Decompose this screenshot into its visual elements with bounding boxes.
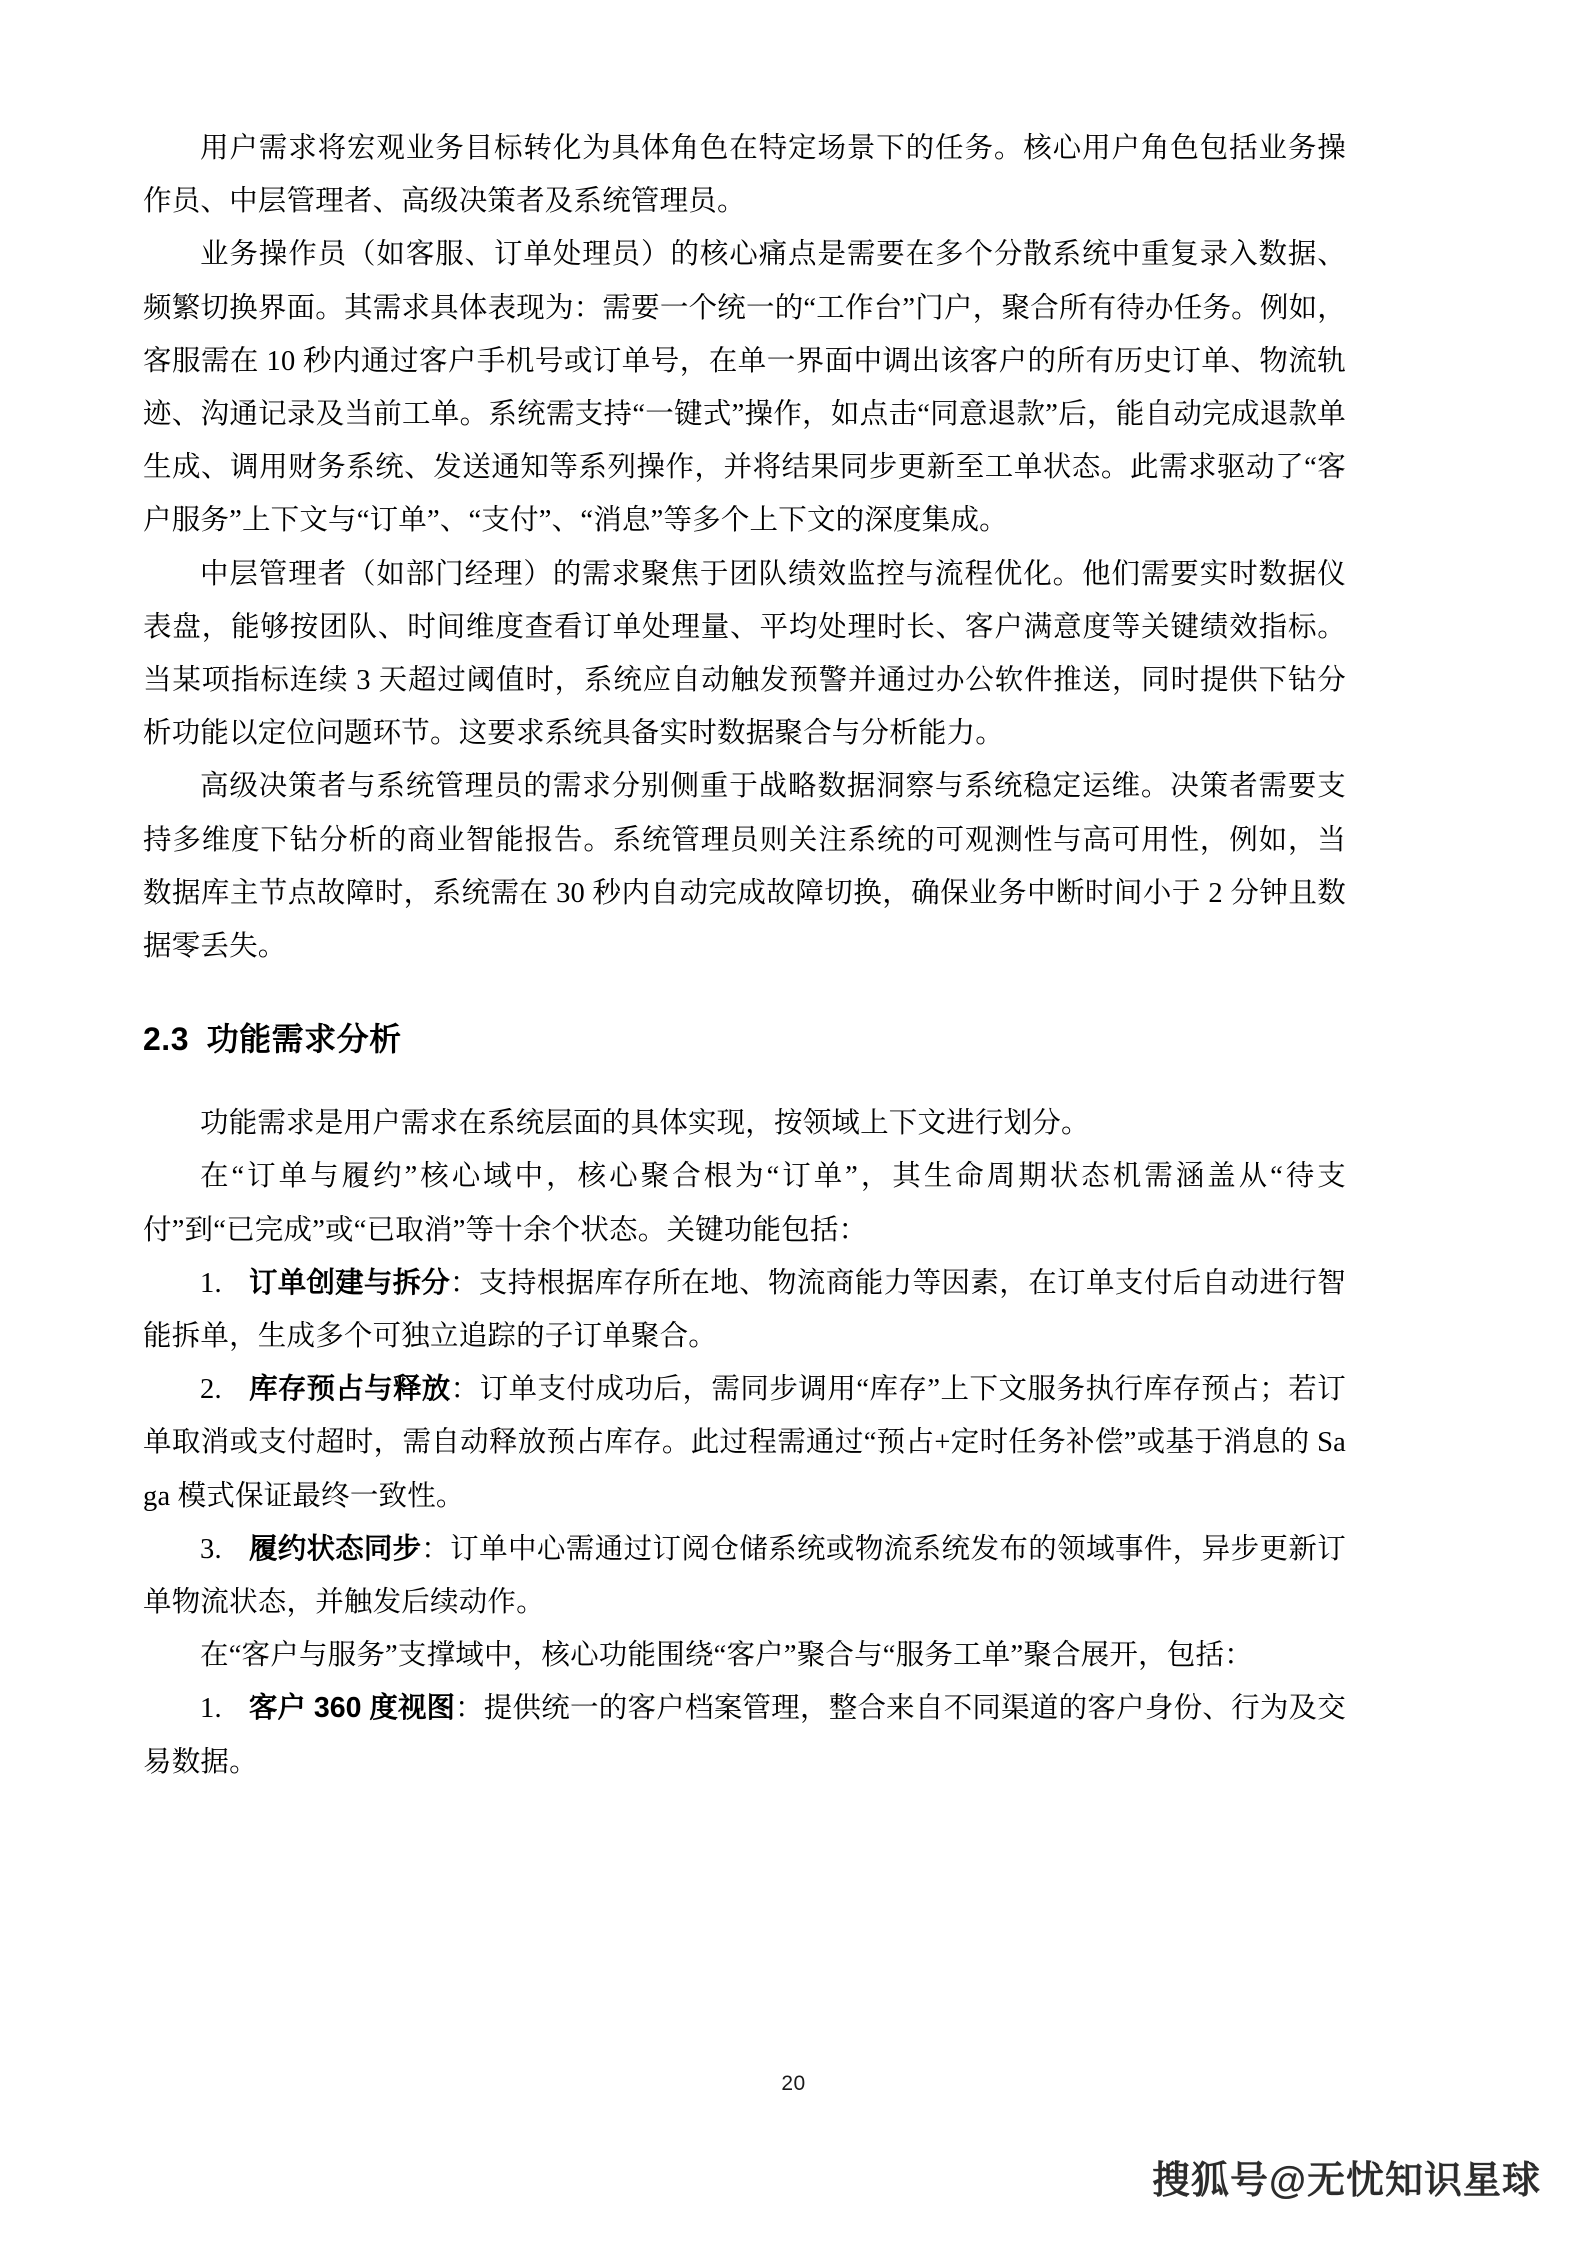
page-content — [143, 122, 1346, 1789]
list-item-order-creation-split — [143, 1257, 1346, 1363]
paragraph-executive-admin-needs: 高级决策者与系统管理员的需求分别侧重于战略数据洞察与系统稳定运维。决策者需要支持多维度下钻分析的商业智能报告。系统管理员则关注系统的可观测性与高可用性，例如，当数据库主节点故障时，系统需在 30 秒内自动完成故障切换，确保业务中断时间小于 2 分钟且数据零丢失。 — [143, 771, 1346, 963]
list-item-text: ：提供统一的客户档案管理，整合来自不同渠道的客户身份、行为及交易数据。 — [143, 1693, 1346, 1778]
list-item-inventory-reserve-release — [143, 1363, 1346, 1523]
watermark: 搜狐号@无忧知识星球 — [1151, 2160, 1541, 2202]
list-item-customer-360-view — [143, 1682, 1346, 1788]
list-item-term: 库存预占与释放 — [248, 1373, 451, 1406]
paragraph-customer-service-domain: 在“客户与服务”支撑域中，核心功能围绕“客户”聚合与“服务工单”聚合展开，包括： — [200, 1640, 1253, 1672]
list-item-number: 2. — [200, 1374, 222, 1406]
list-item-text: ：订单支付成功后，需同步调用“库存”上下文服务执行库存预占；若订单取消或支付超时，需自动释放预占库存。此过程需通过“预占+定时任务补偿”或基于消息的 Saga 模式保证最终一致性。 — [143, 1374, 1346, 1512]
list-item-fulfillment-status-sync — [143, 1523, 1346, 1629]
paragraph-functional-requirements-intro: 功能需求是用户需求在系统层面的具体实现，按领域上下文进行划分。 — [200, 1108, 1090, 1140]
paragraph-user-requirements-roles: 用户需求将宏观业务目标转化为具体角色在特定场景下的任务。核心用户角色包括业务操作员、中层管理者、高级决策者及系统管理员。 — [143, 133, 1346, 218]
page-number: 20 — [781, 2072, 806, 2095]
paragraph-order-fulfillment-domain: 在“订单与履约”核心域中，核心聚合根为“订单”，其生命周期状态机需涵盖从“待支付”到“已完成”或“已取消”等十余个状态。关键功能包括： — [143, 1161, 1346, 1246]
list-item-number: 1. — [200, 1267, 222, 1299]
list-item-term: 履约状态同步 — [248, 1532, 422, 1565]
list-item-number: 1. — [200, 1693, 222, 1725]
heading-spacer-bottom — [143, 1059, 1346, 1097]
list-item-number: 3. — [200, 1533, 222, 1565]
section-heading-2-3 — [143, 1019, 1346, 1059]
paragraph-middle-manager-needs: 中层管理者（如部门经理）的需求聚焦于团队绩效监控与流程优化。他们需要实时数据仪表盘，能够按团队、时间维度查看订单处理量、平均处理时长、客户满意度等关键绩效指标。当某项指标连续 3 天超过阈值时，系统应自动触发预警并通过办公软件推送，同时提供下钻分析功能以定位问题环节。这要求系统具备实时数据聚合与分析能力。 — [143, 558, 1346, 750]
paragraph-business-operator-needs: 业务操作员（如客服、订单处理员）的核心痛点是需要在多个分散系统中重复录入数据、频繁切换界面。其需求具体表现为：需要一个统一的“工作台”门户，聚合所有待办任务。例如，客服需在 10 秒内通过客户手机号或订单号，在单一界面中调出该客户的所有历史订单、物流轨迹、沟通记录及当前工单。系统需支持“一键式”操作，如点击“同意退款”后，能自动完成退款单生成、调用财务系统、发送通知等系列操作，并将结果同步更新至工单状态。此需求驱动了“客户服务”上下文与“订单”、“支付”、“消息”等多个上下文的深度集成。 — [143, 239, 1346, 537]
heading-spacer-top — [143, 973, 1346, 1019]
section-heading-number: 2.3 — [143, 1021, 189, 1058]
list-item-text: ：支持根据库存所在地、物流商能力等因素，在订单支付后自动进行智能拆单，生成多个可独立追踪的子订单聚合。 — [143, 1267, 1346, 1353]
list-item-text: ：订单中心需通过订阅仓储系统或物流系统发布的领域事件，异步更新订单物流状态，并触发后续动作。 — [143, 1533, 1346, 1619]
list-item-term: 订单创建与拆分 — [248, 1266, 451, 1299]
list-item-term: 客户 360 度视图 — [248, 1692, 456, 1725]
section-heading-title: 功能需求分析 — [206, 1021, 402, 1058]
